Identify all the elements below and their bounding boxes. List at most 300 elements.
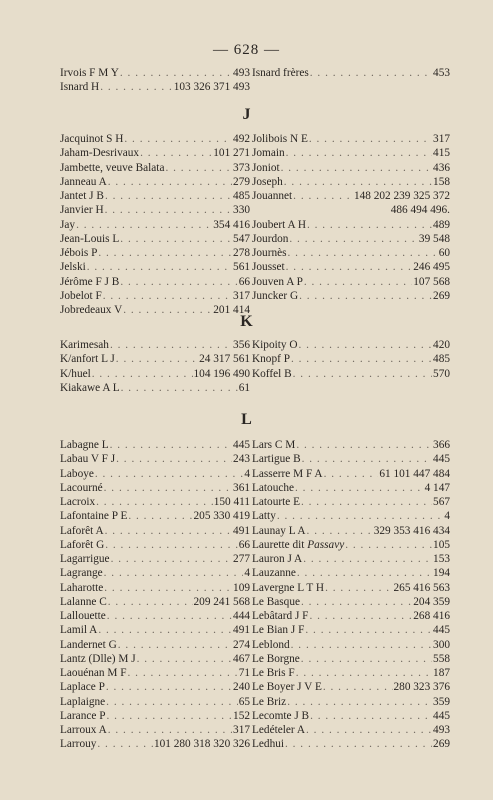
section-k xyxy=(60,338,450,395)
entry-name: Larrouy xyxy=(60,738,97,751)
entry-name: Latouche xyxy=(252,481,295,494)
leader-dots xyxy=(87,260,232,274)
entry-page-numbers: 61 xyxy=(238,381,250,394)
index-entry xyxy=(252,552,450,566)
entry-page-numbers: 329 353 416 434 xyxy=(373,524,450,537)
column-right xyxy=(252,66,450,95)
index-entry xyxy=(60,538,250,552)
index-entry xyxy=(252,338,450,352)
index-entry xyxy=(60,467,250,481)
index-entry xyxy=(252,232,450,246)
entry-page-numbers: 194 xyxy=(433,567,450,580)
leader-dots xyxy=(105,524,232,538)
index-entry xyxy=(60,260,250,274)
index-entry xyxy=(252,509,450,523)
leader-dots xyxy=(286,260,413,274)
index-entry xyxy=(252,175,450,189)
entry-page-numbers: 420 xyxy=(433,339,450,351)
leader-dots xyxy=(116,452,232,466)
entry-page-numbers: 274 xyxy=(233,638,250,651)
entry-name: Jolibois N E xyxy=(252,133,308,145)
entry-name: Jean-Louis L xyxy=(60,232,120,245)
index-entry xyxy=(60,338,250,352)
entry-name: Jouannet xyxy=(252,190,293,202)
entry-name: Lars C M xyxy=(252,439,296,451)
entry-name: Jambette, veuve Balata xyxy=(60,161,165,174)
index-entry xyxy=(60,175,250,189)
entry-page-numbers: 317 xyxy=(233,724,250,736)
entry-name: Le Borgne xyxy=(252,652,300,665)
index-entry xyxy=(60,581,250,595)
entry-page-numbers: 269 xyxy=(433,289,450,302)
entry-name: Laforêt A xyxy=(60,524,104,537)
entry-page-numbers: 268 416 xyxy=(413,610,450,622)
entry-page-numbers: 104 196 490 xyxy=(193,367,250,380)
index-entry xyxy=(252,260,450,274)
leader-dots xyxy=(302,452,432,466)
entry-name: Kiakawe A L xyxy=(60,381,120,394)
leader-dots xyxy=(106,695,238,709)
entry-name: Laplace P xyxy=(60,681,105,694)
entry-page-numbers: 485 xyxy=(433,353,450,366)
entry-name: Jourdon xyxy=(252,232,289,245)
entry-name: Juncker G xyxy=(252,289,299,302)
index-entry xyxy=(252,709,450,723)
entry-name: Janvier H xyxy=(60,204,104,217)
section-letter-l: L xyxy=(241,411,252,428)
entry-page-numbers: 467 xyxy=(233,652,250,665)
leader-dots xyxy=(100,80,173,94)
entry-page-numbers: 491 xyxy=(233,624,250,637)
index-entry xyxy=(252,481,450,495)
leader-dots xyxy=(95,467,243,481)
leader-dots xyxy=(291,352,432,366)
entry-name: Isnard H xyxy=(60,81,100,94)
column-left xyxy=(60,438,250,752)
entry-name: Lantz (Dlle) M J xyxy=(60,652,136,665)
entry-name: Labagne L xyxy=(60,439,109,451)
entry-page-numbers: 279 xyxy=(233,175,250,188)
index-entry xyxy=(60,218,250,232)
leader-dots xyxy=(309,609,412,623)
index-entry xyxy=(60,438,250,452)
page-number: — 628 — xyxy=(213,42,280,58)
index-entry xyxy=(60,66,250,80)
leader-dots xyxy=(306,723,432,737)
index-entry xyxy=(252,680,450,694)
entry-name: Lamil A xyxy=(60,624,98,637)
leader-dots xyxy=(120,275,237,289)
leader-dots xyxy=(124,132,232,146)
leader-dots xyxy=(299,338,433,352)
entry-page-numbers: 209 241 568 xyxy=(193,595,250,608)
entry-page-numbers: 243 xyxy=(233,453,250,466)
entry-page-numbers: 60 xyxy=(438,247,450,259)
leader-dots xyxy=(304,275,412,289)
leader-dots xyxy=(111,552,232,566)
leader-dots xyxy=(277,509,444,523)
leader-dots xyxy=(137,652,232,666)
entry-page-numbers: 492 xyxy=(233,133,250,145)
index-entry xyxy=(252,246,450,260)
index-entry xyxy=(60,352,250,366)
entry-page-numbers: 240 xyxy=(233,681,250,694)
index-entry xyxy=(60,246,250,260)
entry-page-numbers: 205 330 419 xyxy=(193,510,250,523)
column-left xyxy=(60,338,250,395)
leader-dots xyxy=(307,218,432,232)
index-entry xyxy=(60,367,250,381)
entry-page-numbers: 101 271 xyxy=(213,147,250,160)
index-entry xyxy=(252,66,450,80)
leader-dots xyxy=(310,66,432,80)
entry-page-numbers: 66 xyxy=(238,538,250,551)
entry-page-numbers: 366 xyxy=(433,439,450,451)
entry-page-numbers: 201 414 xyxy=(213,304,250,316)
entry-name: Koffel B xyxy=(252,367,292,380)
leader-dots xyxy=(303,552,432,566)
section-i xyxy=(60,66,450,95)
entry-name: Laharotte xyxy=(60,581,104,594)
section-l xyxy=(60,438,450,752)
entry-name: Jacquinot S H xyxy=(60,133,124,145)
leader-dots xyxy=(98,246,232,260)
index-entry xyxy=(60,452,250,466)
leader-dots xyxy=(104,581,232,595)
index-entry xyxy=(60,232,250,246)
index-entry xyxy=(252,161,450,175)
leader-dots xyxy=(301,495,432,509)
index-entry xyxy=(252,203,450,217)
entry-page-numbers: 4 xyxy=(444,510,450,523)
entry-name: Jaham-Desrivaux xyxy=(60,147,140,160)
leader-dots xyxy=(104,566,244,580)
leader-dots xyxy=(301,652,432,666)
leader-dots xyxy=(104,481,232,495)
entry-page-numbers: 486 494 496. xyxy=(390,204,450,217)
entry-page-numbers: 24 317 561 xyxy=(199,353,250,366)
leader-dots xyxy=(286,146,432,160)
entry-page-numbers: 39 548 xyxy=(418,232,450,245)
entry-page-numbers: 445 xyxy=(433,624,450,637)
section-letter-k: K xyxy=(240,313,253,330)
entry-page-numbers: 4 xyxy=(244,467,250,480)
index-entry xyxy=(60,161,250,175)
index-entry xyxy=(252,132,450,146)
entry-name: Leblond xyxy=(252,638,290,651)
entry-name: Lallouette xyxy=(60,610,106,622)
entry-page-numbers: 415 xyxy=(433,147,450,160)
index-entry xyxy=(252,595,450,609)
index-entry xyxy=(60,595,250,609)
index-entry xyxy=(252,495,450,509)
leader-dots xyxy=(140,146,212,160)
entry-page-numbers: 4 xyxy=(244,567,250,580)
column-right xyxy=(252,438,450,752)
section-j xyxy=(60,132,450,317)
leader-dots xyxy=(301,595,412,609)
index-entry xyxy=(60,552,250,566)
leader-dots xyxy=(281,161,432,175)
entry-name: Le Bris F xyxy=(252,667,295,679)
entry-page-numbers: 101 280 318 320 326 xyxy=(153,738,250,751)
index-entry xyxy=(60,275,250,289)
index-entry xyxy=(252,367,450,381)
index-entry xyxy=(252,275,450,289)
leader-dots xyxy=(120,232,232,246)
entry-name: Jantet J B xyxy=(60,190,104,202)
entry-page-numbers: 61 101 447 484 xyxy=(379,467,450,480)
index-entry xyxy=(252,638,450,652)
index-entry xyxy=(60,623,250,637)
leader-dots xyxy=(110,338,232,352)
leader-dots xyxy=(96,495,213,509)
index-entry xyxy=(252,666,450,680)
entry-page-numbers: 204 359 xyxy=(413,595,450,608)
leader-dots xyxy=(92,367,193,381)
index-entry xyxy=(60,381,250,395)
index-entry xyxy=(60,495,250,509)
entry-page-numbers: 359 xyxy=(433,695,450,708)
index-entry xyxy=(60,146,250,160)
leader-dots xyxy=(284,175,432,189)
entry-name: K/anfort L J xyxy=(60,353,115,366)
entry-page-numbers: 317 xyxy=(433,133,450,145)
index-entry xyxy=(252,467,450,481)
index-entry xyxy=(60,723,250,737)
index-entry xyxy=(60,680,250,694)
leader-dots xyxy=(108,595,193,609)
entry-page-numbers: 71 xyxy=(238,667,250,679)
entry-name: Latourte E xyxy=(252,496,300,508)
leader-dots xyxy=(120,66,232,80)
entry-page-numbers: 158 xyxy=(433,175,450,188)
entry-page-numbers: 278 xyxy=(233,247,250,259)
index-entry xyxy=(60,609,250,623)
entry-name: Janneau A xyxy=(60,175,107,188)
index-entry xyxy=(60,481,250,495)
entry-name: Latty xyxy=(252,510,276,523)
entry-page-numbers: 361 xyxy=(233,481,250,494)
leader-dots xyxy=(108,723,232,737)
entry-page-numbers: 107 568 xyxy=(413,275,450,288)
entry-name: Jousset xyxy=(252,261,285,274)
entry-name: Joubert A H xyxy=(252,218,306,231)
leader-dots xyxy=(105,189,232,203)
entry-page-numbers: 445 xyxy=(433,709,450,722)
entry-name: Le Bian J F xyxy=(252,624,305,637)
leader-dots xyxy=(309,132,432,146)
leader-dots xyxy=(288,246,438,260)
leader-dots xyxy=(296,438,432,452)
entry-name: Laurette dit Passavy xyxy=(252,538,345,551)
column-right xyxy=(252,338,450,395)
entry-page-numbers: 105 xyxy=(433,538,450,551)
index-entry xyxy=(252,652,450,666)
entry-name: Larroux A xyxy=(60,724,107,736)
entry-name: Jomain xyxy=(252,147,285,160)
leader-dots xyxy=(165,161,232,175)
leader-dots xyxy=(118,638,232,652)
index-entry xyxy=(252,524,450,538)
leader-dots xyxy=(76,218,212,232)
entry-name: Jay xyxy=(60,218,76,231)
leader-dots xyxy=(299,289,432,303)
entry-name: Launay L A xyxy=(252,524,306,537)
leader-dots xyxy=(128,666,238,680)
entry-page-numbers: 491 xyxy=(233,524,250,537)
leader-dots xyxy=(97,737,153,751)
entry-page-numbers: 265 416 563 xyxy=(393,581,450,594)
entry-page-numbers: 277 xyxy=(233,553,250,565)
leader-dots xyxy=(289,232,418,246)
entry-name: Laforêt G xyxy=(60,538,105,551)
entry-page-numbers: 103 326 371 493 xyxy=(173,81,250,94)
section-letter-j: J xyxy=(242,106,251,123)
entry-page-numbers: 444 xyxy=(233,610,250,622)
index-entry xyxy=(60,566,250,580)
leader-dots xyxy=(323,680,393,694)
entry-name: Larance P xyxy=(60,709,106,722)
leader-dots xyxy=(297,566,432,580)
index-entry xyxy=(252,438,450,452)
column-left xyxy=(60,132,250,317)
entry-page-numbers: 373 xyxy=(233,161,250,174)
leader-dots xyxy=(325,581,392,595)
entry-name: Lavergne L T H xyxy=(252,581,325,594)
entry-page-numbers: 317 xyxy=(233,289,250,302)
entry-name: Joseph xyxy=(252,175,283,188)
entry-name: K/huel xyxy=(60,367,91,380)
index-entry xyxy=(252,623,450,637)
entry-name: Landernet G xyxy=(60,638,117,651)
index-entry xyxy=(252,218,450,232)
index-entry xyxy=(60,737,250,751)
index-entry xyxy=(252,352,450,366)
entry-name: Isnard frères xyxy=(252,67,309,79)
entry-page-numbers: 445 xyxy=(433,453,450,466)
entry-name: Lacourné xyxy=(60,481,103,494)
entry-name: Le Boyer J V E xyxy=(252,681,322,694)
index-entry xyxy=(60,80,250,94)
index-entry xyxy=(60,189,250,203)
index-entry xyxy=(60,695,250,709)
entry-name: Lauron J A xyxy=(252,553,303,565)
entry-page-numbers: 280 323 376 xyxy=(393,681,450,694)
entry-page-numbers: 570 xyxy=(433,367,450,380)
entry-name: Laplaigne xyxy=(60,695,106,708)
leader-dots xyxy=(305,623,432,637)
entry-page-numbers: 269 xyxy=(433,738,450,751)
index-entry xyxy=(252,189,450,203)
leader-dots xyxy=(287,695,432,709)
entry-page-numbers: 485 xyxy=(233,190,250,202)
leader-dots xyxy=(295,481,424,495)
entry-name: Lalanne C xyxy=(60,595,107,608)
leader-dots xyxy=(293,367,432,381)
entry-page-numbers: 66 xyxy=(238,275,250,288)
entry-name: Lecomte J B xyxy=(252,709,310,722)
entry-page-numbers: 153 xyxy=(433,553,450,565)
leader-dots xyxy=(285,737,432,751)
entry-page-numbers: 246 495 xyxy=(413,261,450,274)
index-entry xyxy=(60,652,250,666)
index-entry xyxy=(252,695,450,709)
entry-name: Lartigue B xyxy=(252,453,301,466)
index-entry xyxy=(252,723,450,737)
index-entry xyxy=(60,132,250,146)
index-entry xyxy=(252,566,450,580)
leader-dots xyxy=(324,467,379,481)
leader-dots xyxy=(106,709,232,723)
entry-name: Journès xyxy=(252,247,287,259)
leader-dots xyxy=(310,709,432,723)
leader-dots xyxy=(293,189,353,203)
leader-dots xyxy=(107,609,232,623)
index-entry xyxy=(60,666,250,680)
entry-page-numbers: 354 416 xyxy=(213,218,250,231)
leader-dots xyxy=(105,203,232,217)
entry-name: Ledételer A xyxy=(252,724,306,736)
entry-name: Karimesah xyxy=(60,339,109,351)
index-entry xyxy=(252,737,450,751)
entry-page-numbers: 558 xyxy=(433,652,450,665)
entry-name: Jébois P xyxy=(60,247,98,259)
entry-name: Joniot xyxy=(252,161,280,174)
entry-page-numbers: 300 xyxy=(433,638,450,651)
entry-page-numbers: 453 xyxy=(433,67,450,79)
entry-name: Le Briz xyxy=(252,695,287,708)
entry-page-numbers: 356 xyxy=(233,339,250,351)
entry-name: Kipoity O xyxy=(252,339,298,351)
entry-page-numbers: 109 xyxy=(233,581,250,594)
entry-name: Jelski xyxy=(60,261,86,274)
entry-name: Jouven A P xyxy=(252,275,303,288)
index-entry xyxy=(60,709,250,723)
index-entry xyxy=(60,638,250,652)
entry-name: Labau V F J xyxy=(60,453,116,466)
entry-page-numbers: 148 202 239 325 372 xyxy=(353,190,450,202)
entry-page-numbers: 445 xyxy=(233,439,250,451)
entry-page-numbers: 489 xyxy=(433,218,450,231)
column-left xyxy=(60,66,250,95)
entry-name: Knopf P xyxy=(252,353,290,366)
leader-dots xyxy=(307,524,373,538)
entry-name: Lebâtard J F xyxy=(252,610,309,622)
entry-page-numbers: 152 xyxy=(233,709,250,722)
leader-dots xyxy=(116,352,198,366)
entry-page-numbers: 493 xyxy=(233,67,250,79)
leader-dots xyxy=(345,538,432,552)
index-entry xyxy=(252,146,450,160)
entry-name: Laboye xyxy=(60,467,94,480)
column-right xyxy=(252,132,450,317)
leader-dots xyxy=(103,289,232,303)
entry-page-numbers: 150 411 xyxy=(213,496,250,508)
leader-dots xyxy=(128,509,192,523)
index-entry xyxy=(252,609,450,623)
entry-page-numbers: 65 xyxy=(238,695,250,708)
index-entry xyxy=(60,509,250,523)
leader-dots xyxy=(98,623,232,637)
leader-dots xyxy=(105,538,237,552)
entry-page-numbers: 187 xyxy=(433,667,450,679)
entry-page-numbers: 493 xyxy=(433,724,450,736)
entry-name: Le Basque xyxy=(252,595,300,608)
leader-dots xyxy=(121,381,238,395)
entry-page-numbers: 330 xyxy=(233,204,250,217)
index-entry xyxy=(252,581,450,595)
